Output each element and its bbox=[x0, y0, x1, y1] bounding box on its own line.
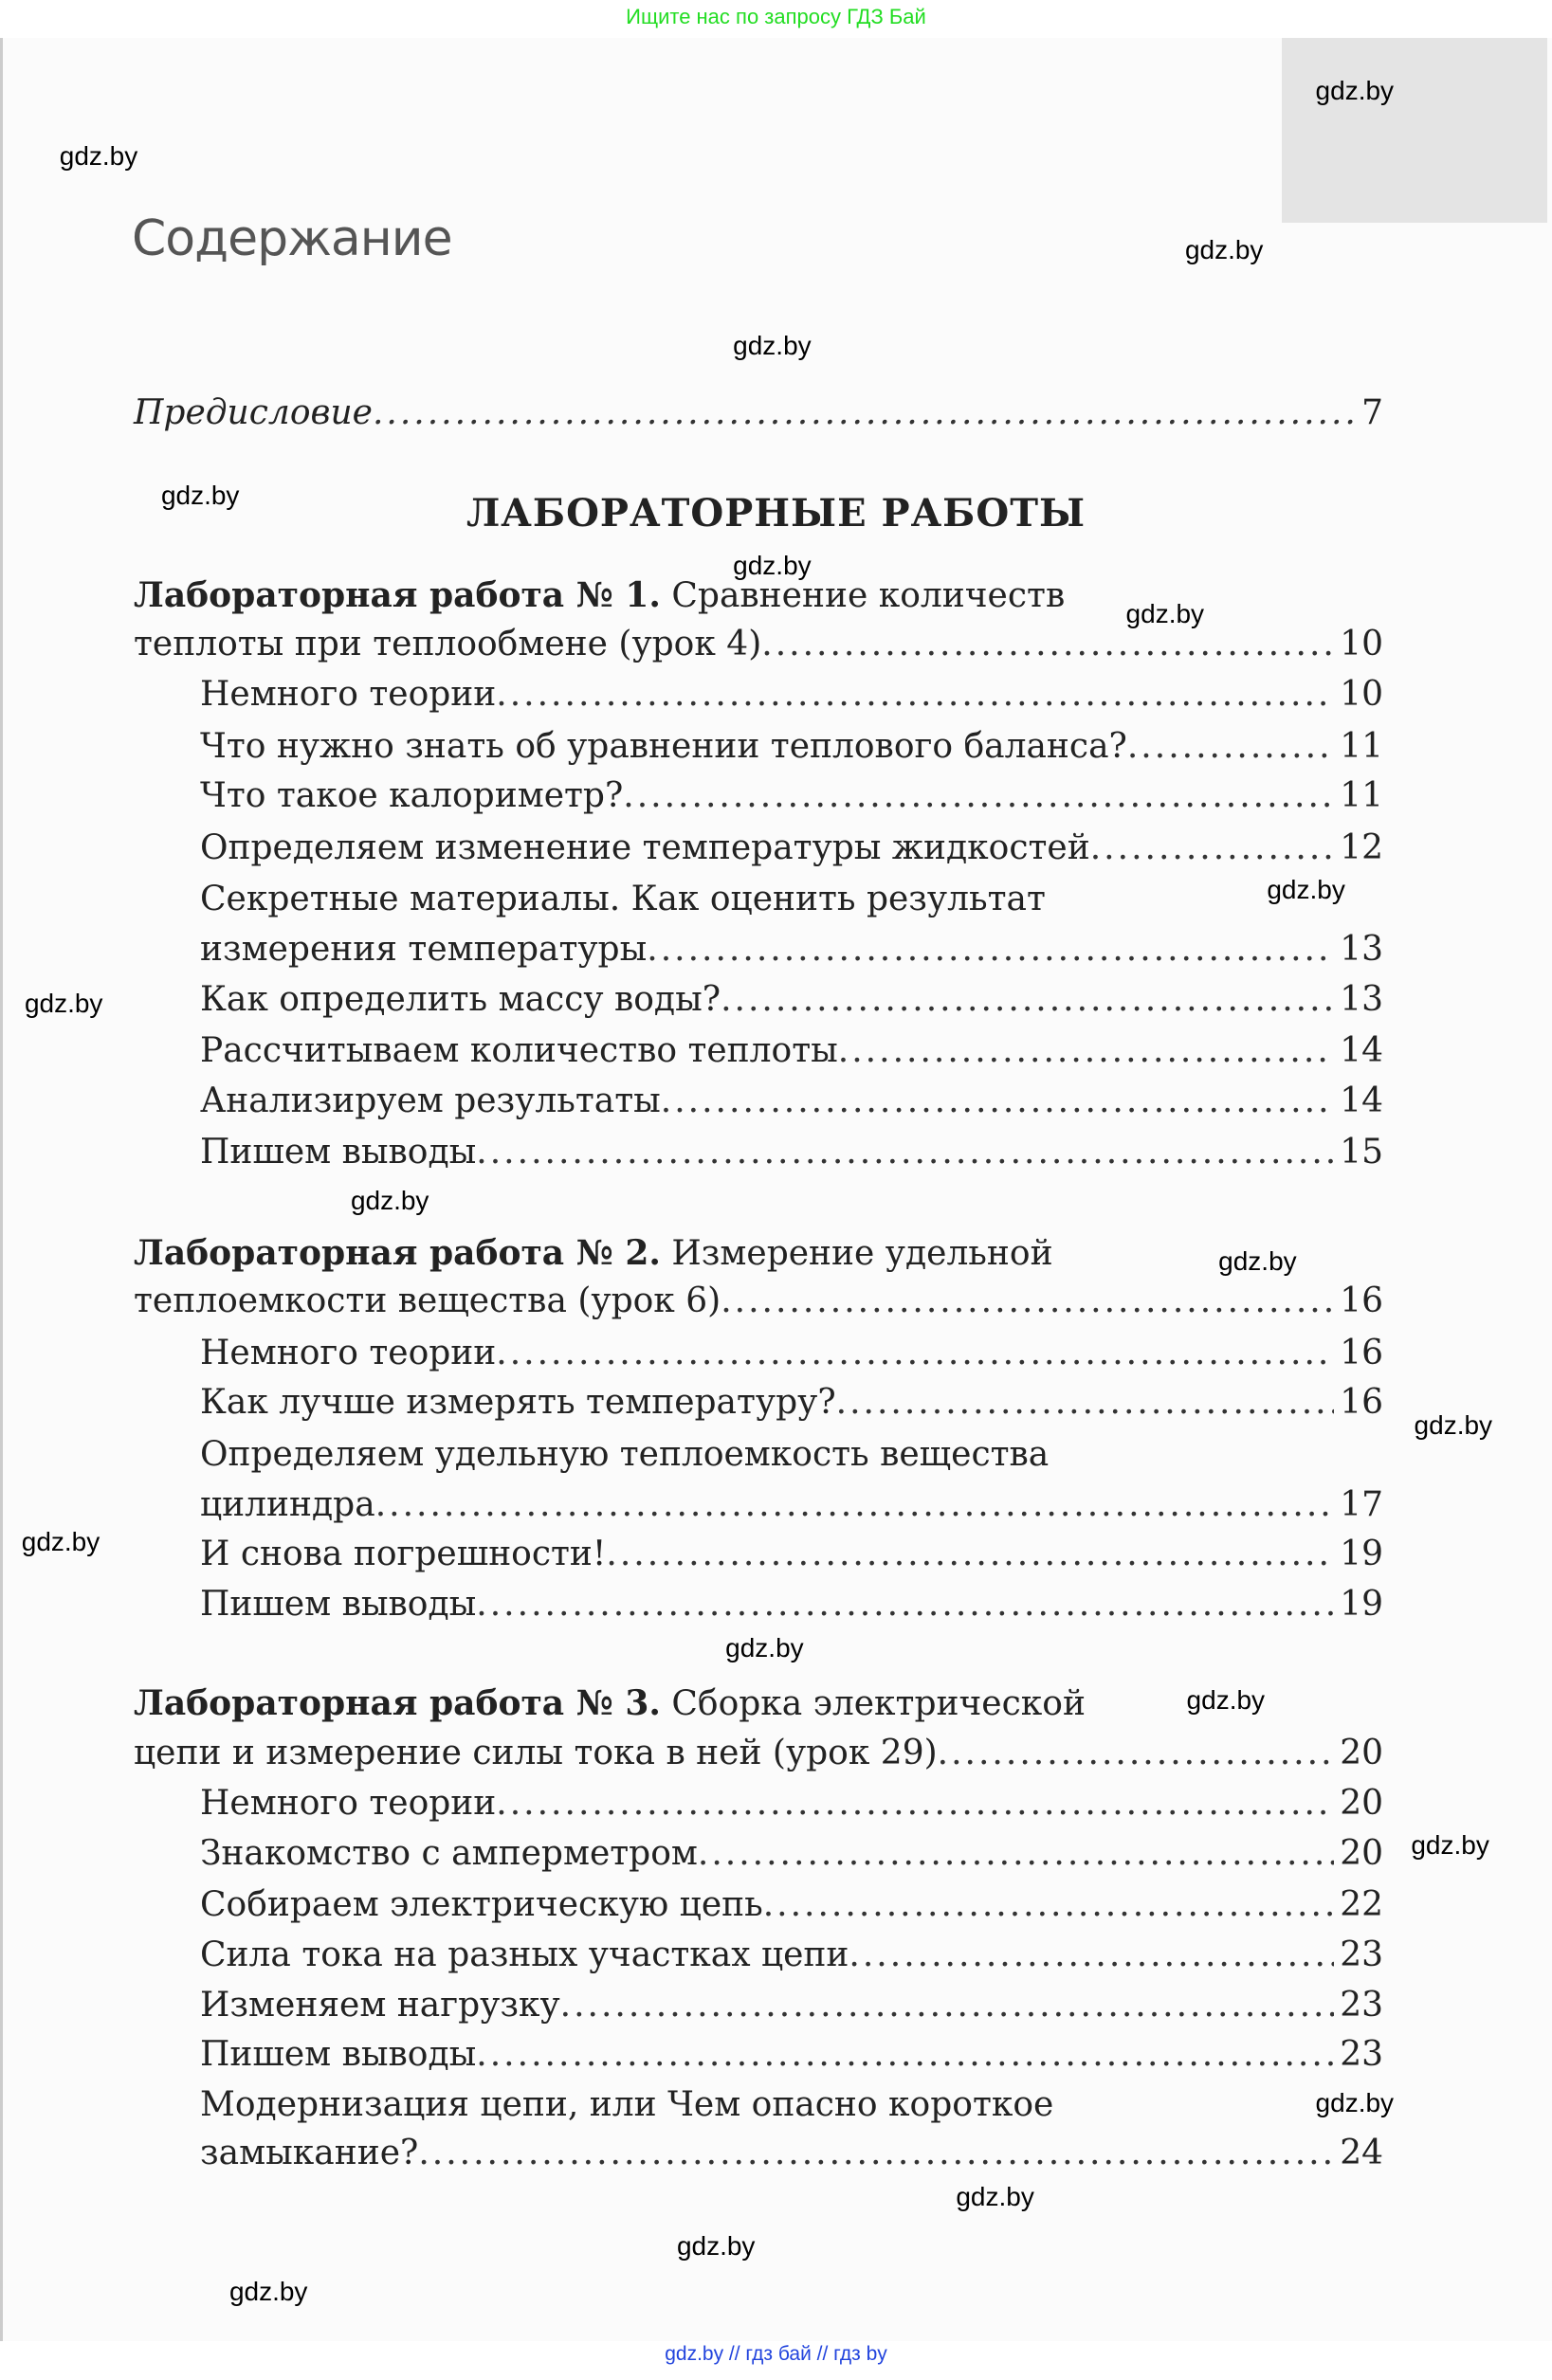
watermark-text: gdz.by bbox=[24, 989, 103, 1019]
toc-entry-title: Сравнение количеств bbox=[660, 575, 1066, 615]
toc-entry[interactable] bbox=[200, 1935, 1383, 1985]
toc-entry[interactable] bbox=[200, 727, 1383, 776]
lab-number: Лабораторная работа № 2. bbox=[134, 1233, 661, 1273]
dot-leader bbox=[418, 2134, 1334, 2172]
dot-leader bbox=[476, 1133, 1334, 1172]
toc-page-number: 16 bbox=[1340, 1281, 1383, 1321]
toc-page-number: 13 bbox=[1340, 979, 1383, 1019]
toc-entry[interactable] bbox=[134, 1734, 1383, 1783]
lab-number: Лабораторная работа № 3. bbox=[134, 1683, 661, 1724]
dot-leader bbox=[721, 980, 1334, 1019]
toc-entry[interactable] bbox=[134, 1281, 1383, 1331]
dot-leader bbox=[476, 2035, 1334, 2074]
toc-entry-title: Измерение удельной bbox=[660, 1234, 1053, 1273]
toc-entry[interactable] bbox=[200, 880, 1383, 929]
dot-leader bbox=[698, 1834, 1334, 1873]
toc-entry-title: Собираем электрическую цепь bbox=[200, 1885, 763, 1924]
toc-entry[interactable] bbox=[200, 1784, 1383, 1833]
toc-entry-title: теплоемкости вещества (урок 6) bbox=[134, 1281, 721, 1321]
toc-page-number: 15 bbox=[1340, 1133, 1383, 1172]
dot-leader bbox=[623, 776, 1334, 815]
dot-leader bbox=[849, 1935, 1334, 1974]
toc-entry-title: Секретные материалы. Как оценить результат bbox=[200, 880, 1046, 919]
toc-page-number: 20 bbox=[1340, 1833, 1383, 1873]
toc-entry[interactable] bbox=[200, 1133, 1383, 1182]
toc-entry[interactable] bbox=[200, 828, 1383, 878]
toc-entry-title: Немного теории bbox=[200, 1783, 497, 1823]
dot-leader bbox=[476, 1585, 1334, 1624]
toc-page-number: 23 bbox=[1340, 2035, 1383, 2075]
dot-leader bbox=[560, 1986, 1335, 2025]
watermark-text: gdz.by bbox=[725, 1633, 804, 1663]
toc-page-number: 10 bbox=[1340, 625, 1383, 664]
toc-entry-preface[interactable] bbox=[134, 393, 1383, 443]
toc-entry-title: Что такое калориметр? bbox=[200, 776, 624, 816]
watermark-text: gdz.by bbox=[59, 140, 138, 171]
toc-entry-title: Пишем выводы bbox=[200, 1133, 477, 1172]
watermark-text: gdz.by bbox=[350, 1186, 429, 1216]
dot-leader bbox=[496, 1784, 1334, 1823]
toc-entry-title: Знакомство с амперметром bbox=[200, 1833, 698, 1873]
toc-entry-title: замыкание? bbox=[200, 2134, 419, 2173]
section-heading: ЛАБОРАТОРНЫЕ РАБОТЫ bbox=[466, 491, 1086, 536]
toc-entry-title: Определяем удельную теплоемкость вещества bbox=[200, 1434, 1050, 1474]
toc-entry-title: Изменяем нагрузку bbox=[200, 1985, 560, 2025]
toc-entry-title: Что нужно знать об уравнении теплового баланса? bbox=[200, 726, 1127, 766]
toc-entry[interactable] bbox=[200, 2134, 1383, 2183]
toc-entry-title: И снова погрешности! bbox=[200, 1535, 607, 1574]
toc-entry[interactable] bbox=[200, 1334, 1383, 1383]
lab-number: Лабораторная работа № 1. bbox=[134, 574, 661, 615]
toc-page-number: 24 bbox=[1340, 2134, 1383, 2173]
toc-entry-title: Пишем выводы bbox=[200, 1585, 477, 1625]
toc-entry[interactable] bbox=[200, 930, 1383, 979]
toc-entry-title: Предисловие bbox=[134, 393, 373, 432]
toc-page-number: 14 bbox=[1340, 1081, 1383, 1120]
toc-entry[interactable] bbox=[200, 1585, 1383, 1634]
toc-entry[interactable] bbox=[200, 776, 1383, 826]
dot-leader bbox=[1090, 828, 1334, 867]
dot-leader bbox=[606, 1535, 1334, 1573]
watermark-text: gdz.by bbox=[956, 2182, 1034, 2212]
toc-page-number: 16 bbox=[1340, 1383, 1383, 1423]
toc-entry-title: Сборка электрической bbox=[660, 1684, 1086, 1724]
toc-entry-title: измерения температуры bbox=[200, 930, 648, 969]
watermark-text: gdz.by bbox=[733, 550, 812, 580]
toc-page-number: 20 bbox=[1340, 1734, 1383, 1772]
watermark-text: gdz.by bbox=[1414, 1410, 1493, 1440]
toc-page-number: 19 bbox=[1340, 1535, 1383, 1574]
toc-page-number: 10 bbox=[1340, 675, 1383, 715]
dot-leader bbox=[763, 1885, 1334, 1924]
watermark-text: gdz.by bbox=[21, 1527, 100, 1557]
toc-entry[interactable] bbox=[200, 1834, 1383, 1883]
watermark-text: gdz.by bbox=[1218, 1246, 1297, 1277]
toc-entry[interactable] bbox=[200, 2085, 1383, 2135]
toc-entry-title: Пишем выводы bbox=[200, 2035, 477, 2075]
toc-entry[interactable] bbox=[134, 625, 1383, 674]
dot-leader bbox=[838, 1031, 1334, 1070]
toc-entry-title: Определяем изменение температуры жидкостей bbox=[200, 827, 1090, 867]
dot-leader bbox=[647, 930, 1334, 969]
watermark-text: gdz.by bbox=[1186, 1684, 1266, 1715]
watermark-text: gdz.by bbox=[1125, 599, 1205, 628]
watermark-text: gdz.by bbox=[1411, 1830, 1489, 1861]
toc-entry[interactable] bbox=[200, 1081, 1383, 1131]
toc-entry[interactable] bbox=[200, 980, 1383, 1029]
watermark-text: gdz.by bbox=[1184, 235, 1264, 264]
toc-page-number: 23 bbox=[1340, 1935, 1383, 1974]
toc-page-number: 7 bbox=[1361, 393, 1383, 432]
toc-entry[interactable] bbox=[200, 1535, 1383, 1584]
search-banner: Ищите нас по запросу ГДЗ Бай bbox=[626, 5, 926, 28]
toc-page-number: 20 bbox=[1340, 1783, 1383, 1823]
toc-entry-title: цепи и измерение силы тока в ней (урок 29) bbox=[134, 1734, 938, 1772]
scan-shadow bbox=[1282, 38, 1547, 223]
toc-entry[interactable] bbox=[200, 1885, 1383, 1935]
toc-entry-title: Как лучше измерять температуру? bbox=[200, 1383, 836, 1423]
watermark-text: gdz.by bbox=[676, 2230, 756, 2261]
toc-entry[interactable] bbox=[200, 1383, 1383, 1432]
toc-entry-title: Сила тока на разных участках цепи bbox=[200, 1935, 849, 1974]
watermark-text: gdz.by bbox=[733, 330, 812, 360]
toc-entry-title: Как определить массу воды? bbox=[200, 979, 721, 1019]
dot-leader bbox=[496, 1334, 1334, 1372]
watermark-text: gdz.by bbox=[1267, 875, 1345, 905]
toc-entry[interactable] bbox=[200, 1435, 1383, 1484]
toc-entry[interactable] bbox=[200, 1485, 1383, 1535]
toc-page-number: 11 bbox=[1340, 776, 1383, 816]
toc-page-number: 23 bbox=[1340, 1985, 1383, 2025]
toc-entry-title: цилиндра bbox=[200, 1484, 375, 1524]
dot-leader bbox=[761, 625, 1334, 663]
toc-page-number: 12 bbox=[1340, 827, 1383, 867]
watermark-text: gdz.by bbox=[228, 2276, 308, 2306]
toc-entry[interactable] bbox=[200, 1031, 1383, 1081]
toc-page-number: 13 bbox=[1340, 930, 1383, 969]
toc-entry[interactable] bbox=[200, 2035, 1383, 2084]
dot-leader bbox=[938, 1734, 1335, 1772]
toc-entry-title: Анализируем результаты bbox=[200, 1081, 661, 1120]
toc-entry-title: Немного теории bbox=[200, 675, 497, 715]
page-title: Содержание bbox=[132, 210, 452, 267]
toc-entry-title: теплоты при теплообмене (урок 4) bbox=[134, 625, 762, 664]
toc-lab-heading[interactable] bbox=[134, 1233, 1383, 1282]
toc-page-number: 19 bbox=[1340, 1585, 1383, 1625]
dot-leader bbox=[721, 1281, 1334, 1320]
toc-page-number: 17 bbox=[1340, 1484, 1383, 1524]
dot-leader bbox=[373, 393, 1356, 432]
toc-page-number: 14 bbox=[1340, 1031, 1383, 1071]
toc-entry-title: Рассчитываем количество теплоты bbox=[200, 1031, 838, 1071]
dot-leader bbox=[1127, 727, 1334, 766]
toc-entry-title: Модернизация цепи, или Чем опасно короткое bbox=[200, 2085, 1054, 2125]
watermark-text: gdz.by bbox=[1315, 76, 1395, 105]
toc-entry[interactable] bbox=[200, 675, 1383, 724]
watermark-text: gdz.by bbox=[160, 481, 240, 511]
toc-entry[interactable] bbox=[200, 1986, 1383, 2035]
watermark-text: gdz.by bbox=[1315, 2088, 1395, 2118]
toc-entry-title: Немного теории bbox=[200, 1333, 497, 1372]
dot-leader bbox=[375, 1485, 1335, 1524]
footer-links: gdz.by // гдз бай // гдз by bbox=[665, 2343, 887, 2365]
toc-page-number: 16 bbox=[1340, 1333, 1383, 1372]
dot-leader bbox=[496, 675, 1334, 714]
toc-page-number: 22 bbox=[1340, 1885, 1383, 1924]
dot-leader bbox=[836, 1383, 1335, 1422]
toc-page-number: 11 bbox=[1340, 726, 1383, 766]
dot-leader bbox=[661, 1081, 1334, 1120]
